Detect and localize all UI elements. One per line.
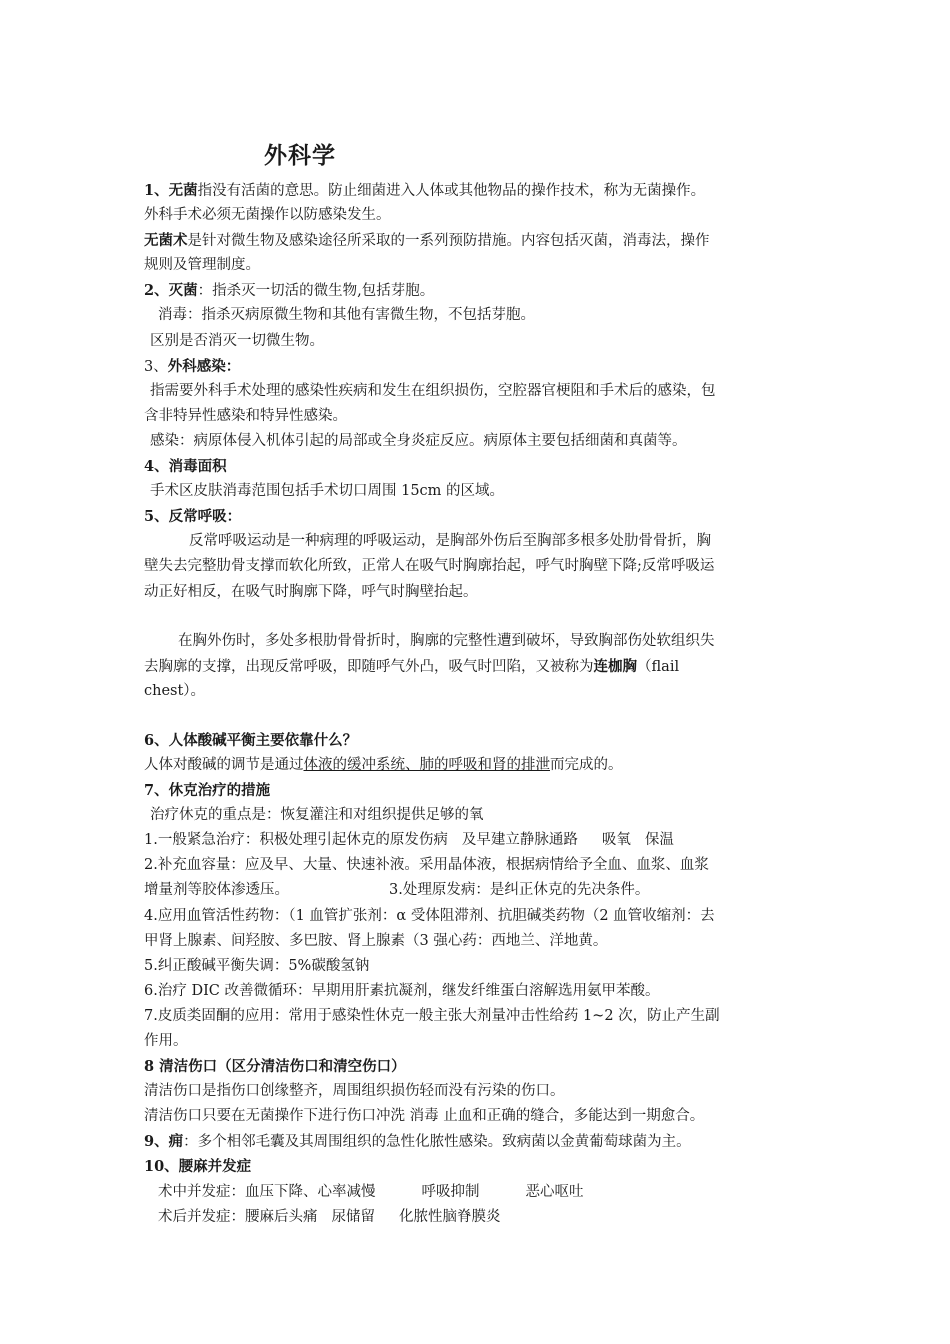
section-6-line-1	[144, 753, 812, 778]
section-5-line-3: 动正好相反，在吸气时胸廓下降，呼气时胸壁抬起。	[144, 583, 478, 600]
section-7-line-4	[144, 878, 812, 903]
section-2-line-3: 区别是否消灭一切微生物。	[150, 332, 324, 349]
section-2-line-2: 消毒：指杀灭病原微生物和其他有害微生物，不包括芽胞。	[158, 307, 535, 324]
section-1-text: 指没有活菌的意思。防止细菌进入人体或其他物品的操作技术，称为无菌操作。	[197, 183, 706, 199]
section-3-line-1	[144, 354, 812, 379]
section-7-line-10: 作用。	[144, 1033, 188, 1049]
section-4-line-1: 手术区皮肤消毒范围包括手术切口周围 15cm 的区域。	[150, 483, 505, 500]
section-5-line-4: 在胸外伤时，多处多根肋骨骨折时，胸廓的完整性遭到破坏，导致胸部伤处软组织失	[178, 632, 715, 649]
section-2-number: 2、	[144, 282, 169, 300]
section-5-text-6: （flail	[637, 658, 680, 675]
section-7-line-3: 2.补充血容量：应及早、大量、快速补液。采用晶体液，根据病情给予全血、血浆、血浆	[144, 857, 709, 874]
section-6-heading: 6、人体酸碱平衡主要依靠什么？	[144, 731, 358, 749]
section-7-line-2d: 保温	[644, 832, 674, 849]
section-3-heading: 外科感染：	[167, 357, 241, 375]
section-5-line-6: chest）。	[144, 682, 206, 699]
section-5-text-5: 去胸廓的支撑，出现反常呼吸，即随呼气外凸，吸气时凹陷，又被称为	[144, 658, 594, 675]
section-1-line-2: 外科手术必须无菌操作以防感染发生。	[144, 207, 391, 224]
section-10-line-2	[144, 1205, 812, 1230]
section-5-heading: 5、反常呼吸：	[144, 508, 242, 526]
section-9-line-1	[144, 1129, 812, 1154]
section-1-term-2: 无菌术	[144, 232, 188, 250]
section-3-number: 3、	[144, 358, 168, 375]
section-10-line-2a: 术后并发症：腰麻后头痛	[158, 1208, 318, 1225]
spacer	[144, 605, 812, 629]
section-9-number: 9、	[144, 1133, 169, 1151]
section-10-line-1a: 术中并发症：血压下降、心率减慢	[158, 1183, 376, 1200]
section-2-text: ：指杀灭一切活的微生物,包括芽胞。	[197, 283, 435, 300]
section-10-line-2b: 尿储留	[331, 1208, 375, 1225]
section-7-heading: 7、休克治疗的措施	[144, 782, 271, 800]
section-7-line-4a: 增量剂等胶体渗透压。	[144, 882, 289, 899]
section-8-line-1: 清洁伤口是指伤口创缘整齐，周围组织损伤轻而没有污染的伤口。	[144, 1083, 565, 1100]
section-10-line-1c: 恶心呕吐	[525, 1183, 584, 1200]
section-7-line-1: 治疗休克的重点是：恢复灌注和对组织提供足够的氧	[150, 807, 484, 824]
section-7-line-6: 甲肾上腺素、间羟胺、多巴胺、肾上腺素（3 强心药：西地兰、洋地黄。	[144, 932, 608, 949]
section-1-text-3: 是针对微生物及感染途径所采取的一系列预防措施。内容包括灭菌，消毒法，操作	[187, 233, 710, 250]
section-8-heading: 8 清洁伤口（区分清洁伤口和清空伤口）	[144, 1058, 406, 1076]
section-1-line-1	[144, 178, 812, 203]
section-7-line-9: 7.皮质类固酮的应用：常用于感染性休克一般主张大剂量冲击性给药 1~2 次，防止产生副	[144, 1007, 720, 1024]
section-9-term: 痈	[168, 1133, 184, 1151]
section-6-underlined: 体液的缓冲系统、肺的呼吸和肾的排泄	[303, 756, 550, 773]
section-8-line-2: 清洁伤口只要在无菌操作下进行伤口冲洗 消毒 止血和正确的缝合，多能达到一期愈合。	[144, 1108, 705, 1125]
section-6-post: 而完成的。	[550, 756, 623, 773]
section-7-line-7: 5.纠正酸碱平衡失调：5%碳酸氢钠	[144, 957, 370, 974]
section-1-line-4: 规则及管理制度。	[144, 257, 260, 274]
section-7-line-5: 4.应用血管活性药物：（1 血管扩张剂：α 受体阻滞剂、抗胆碱类药物（2 血管收缩剂：去	[144, 907, 715, 924]
section-10-heading: 10、腰麻并发症	[144, 1158, 252, 1176]
page-title: 外科学	[264, 142, 336, 169]
section-10-line-2c: 化脓性脑脊膜炎	[399, 1208, 501, 1225]
document-body	[144, 178, 812, 1230]
section-6-pre: 人体对酸碱的调节是通过	[144, 756, 304, 773]
section-10-line-1	[144, 1180, 812, 1205]
section-7-line-2a: 1.一般紧急治疗：积极处理引起休克的原发伤病	[144, 832, 448, 849]
section-3-line-4: 感染：病原体侵入机体引起的局部或全身炎症反应。病原体主要包括细菌和真菌等。	[150, 432, 687, 449]
section-7-line-2c: 吸氧	[601, 832, 631, 849]
section-9-text: ：多个相邻毛囊及其周围组织的急性化脓性感染。致病菌以金黄葡萄球菌为主。	[183, 1134, 691, 1151]
section-5-term: 连枷胸	[593, 657, 637, 675]
section-7-line-2	[144, 828, 812, 853]
section-1-term: 无菌	[168, 182, 198, 199]
section-5-line-2: 壁失去完整肋骨支撑而软化所致，正常人在吸气时胸廓抬起，呼气时胸壁下降;反常呼吸运	[144, 558, 715, 575]
section-7-line-4b: 3.处理原发病：是纠正休克的先决条件。	[389, 882, 650, 899]
section-5-line-1: 反常呼吸运动是一种病理的呼吸运动，是胸部外伤后至胸部多根多处肋骨骨折，胸	[189, 533, 711, 550]
spacer	[144, 704, 812, 728]
section-3-line-2: 指需要外科手术处理的感染性疾病和发生在组织损伤，空腔器官梗阻和手术后的感染，包	[150, 382, 716, 399]
section-5-line-5	[144, 654, 812, 679]
section-2-line-1	[144, 278, 812, 303]
section-7-line-8: 6.治疗 DIC 改善微循环：早期用肝素抗凝剂，继发纤维蛋白溶解选用氨甲苯酸。	[144, 982, 660, 999]
section-2-term: 灭菌	[168, 282, 198, 300]
section-4-heading: 4、消毒面积	[144, 458, 227, 476]
section-1-number: 1、	[144, 182, 169, 199]
section-7-line-2b: 及早建立静脉通路	[461, 832, 578, 849]
section-10-line-1b: 呼吸抑制	[421, 1183, 480, 1200]
section-3-line-3: 含非特异性感染和特异性感染。	[144, 407, 347, 424]
section-1-line-3	[144, 228, 812, 253]
